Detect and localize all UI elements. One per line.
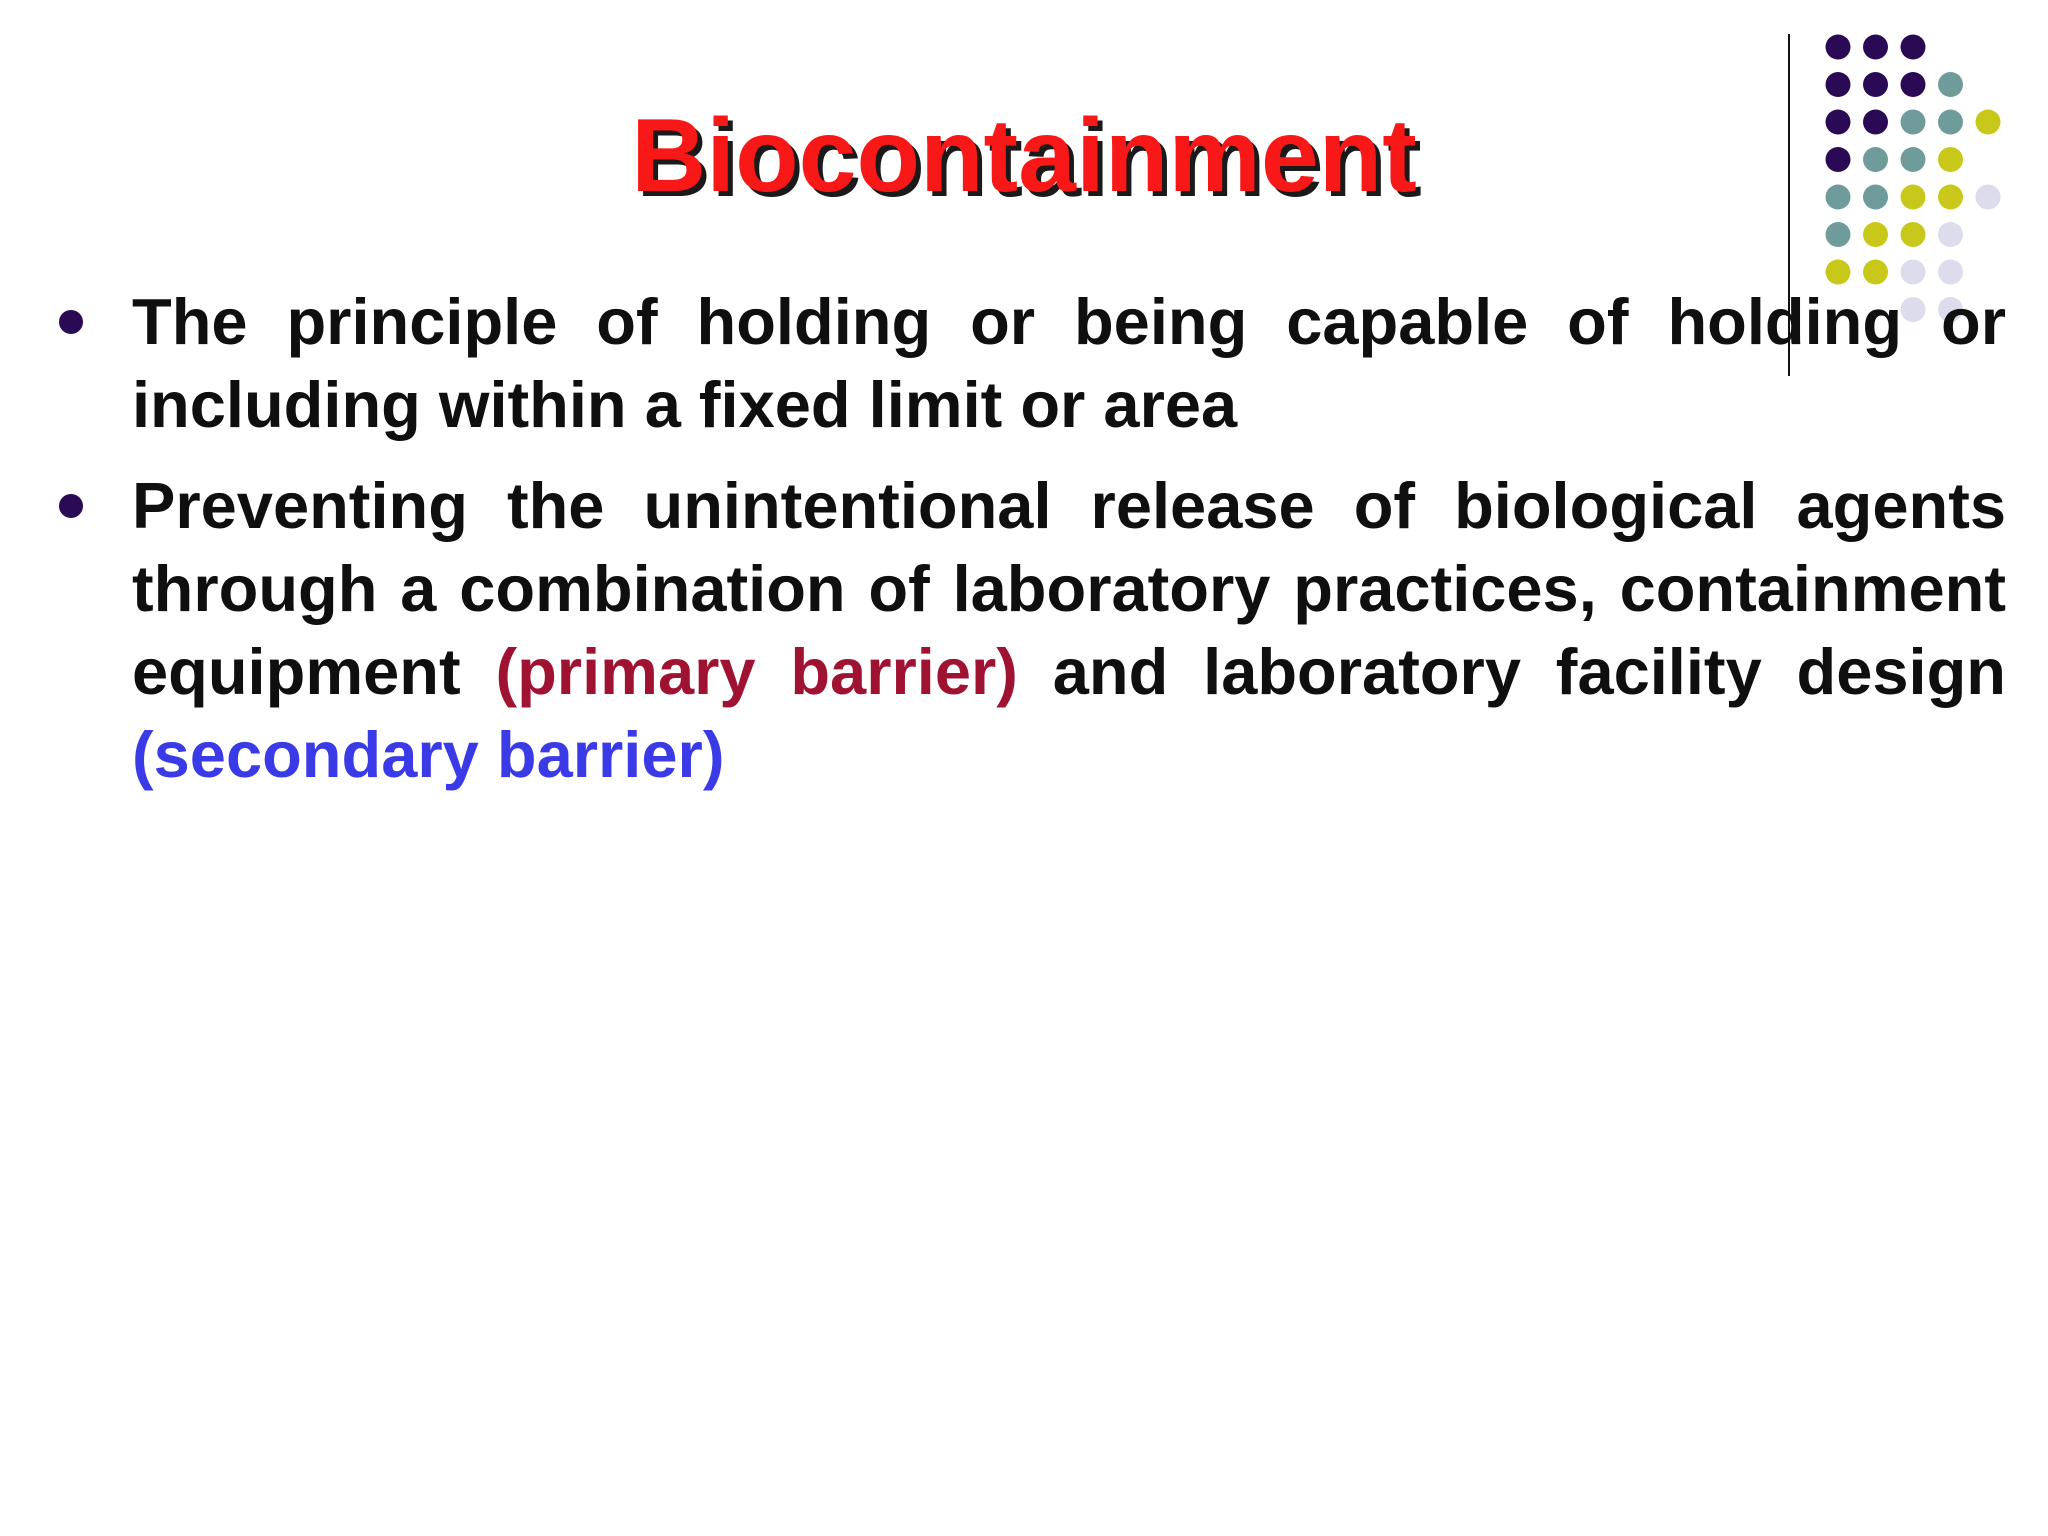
bullet-text-definition: The principle of holding or being capable of holding or including within a fixed limit or area [132, 285, 2006, 441]
decorative-dot [1938, 110, 1963, 135]
prevention-text-middle: and laboratory facility design [1017, 635, 2007, 708]
decorative-dot [1863, 147, 1888, 172]
bullet-dot-icon [59, 494, 83, 518]
decorative-dot [1901, 222, 1926, 247]
decorative-dot [1863, 110, 1888, 135]
decorative-dot [1938, 185, 1963, 210]
decorative-dot [1901, 147, 1926, 172]
decorative-dot [1976, 185, 2001, 210]
decorative-dot [1863, 222, 1888, 247]
decorative-dot [1826, 72, 1851, 97]
decorative-dot [1938, 72, 1963, 97]
bullet-item-prevention [56, 464, 2006, 796]
decorative-dot [1826, 110, 1851, 135]
decorative-dot [1826, 185, 1851, 210]
decorative-dot [1976, 110, 2001, 135]
bullet-item-definition [56, 280, 2006, 446]
bullet-text-prevention [132, 464, 2006, 796]
decorative-dot [1863, 185, 1888, 210]
decorative-dot [1938, 222, 1963, 247]
prevention-text-start: Preventing the unintentional release of biological agents through a combination of laboratory practices, containment equipment [132, 469, 2006, 708]
slide-title: Biocontainment [631, 98, 1417, 214]
bullet-dot-icon [59, 310, 83, 334]
decorative-dot [1901, 72, 1926, 97]
secondary-barrier-label: (secondary barrier) [132, 718, 725, 791]
primary-barrier-label: (primary barrier) [495, 635, 1018, 708]
bullet-list [56, 280, 2006, 796]
decorative-dot [1863, 72, 1888, 97]
decorative-dot [1826, 35, 1851, 60]
decorative-dot [1901, 35, 1926, 60]
slide-body [56, 280, 2006, 814]
decorative-dot [1901, 110, 1926, 135]
decorative-dot [1863, 35, 1888, 60]
decorative-dot [1826, 222, 1851, 247]
decorative-dot [1938, 147, 1963, 172]
decorative-dot [1901, 185, 1926, 210]
decorative-dot [1826, 147, 1851, 172]
